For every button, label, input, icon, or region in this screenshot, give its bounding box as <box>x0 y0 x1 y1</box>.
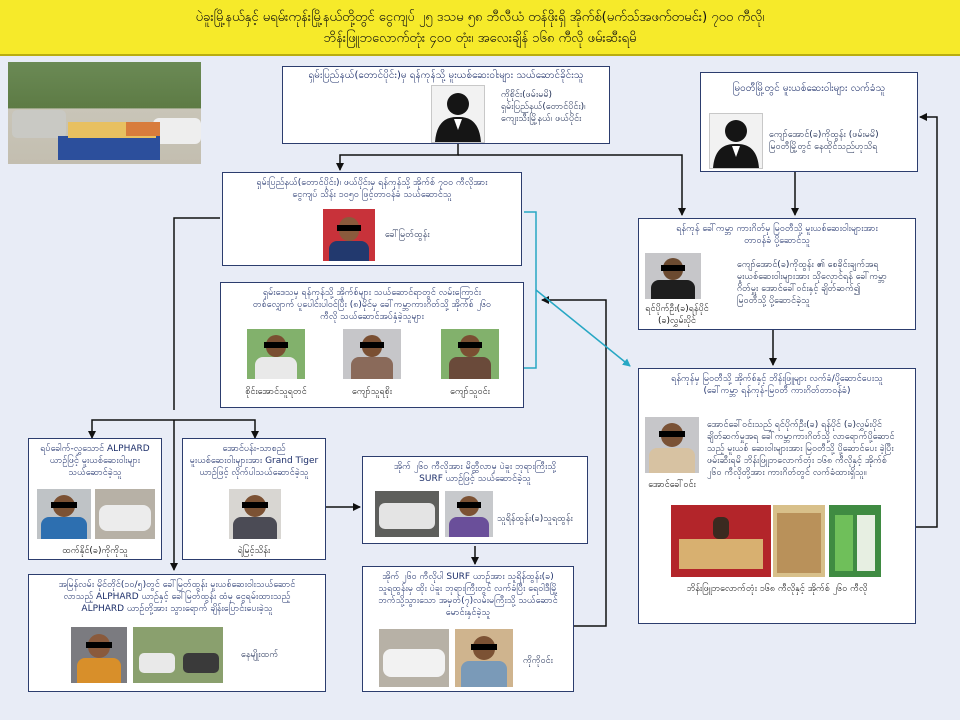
transporter-box <box>638 218 916 330</box>
relay-name-1: စိုင်းအောင်သူရတင် <box>245 387 307 397</box>
receiver-box <box>700 72 918 172</box>
relay-couriers-box <box>220 282 524 408</box>
transporter-desc-4: မြဝတီသို့ ပို့ဆောင်ခဲ့သူ <box>737 296 810 306</box>
receiver-silhouette <box>709 113 763 169</box>
transporter-title-1: ရန်ကုန် ခေါ်ကမ္ဘာ ကားဂိတ်မှ မြဝတီသို့ မူးယစ်ဆေးဝါးများအား <box>676 224 878 234</box>
surf2-car-photo <box>379 629 449 687</box>
car-swap-title-1: အမြန်လမ်း မိုင်တိုင်(၁၀/၅)တွင် ခေါ်မြတ်ထွန်း မူးယစ်ဆေးဝါးသယ်ဆောင် <box>58 580 296 590</box>
car-swap-box <box>28 574 326 692</box>
person-silhouette-icon <box>710 114 762 168</box>
surf2-driver-photo <box>455 629 513 687</box>
transporter-desc-2: မူးယစ်ဆေးဝါးများအား သိုလှောင်ရန် ခေါ်ကမ္ဘာ <box>737 272 888 282</box>
transporter-desc-1: ကျော်အောင်(ခ)ကိုထွန်း ၏ စေခိုင်းချက်အရ <box>737 260 879 270</box>
relay-photo-3 <box>441 329 499 379</box>
banner-line-2: ဘိန်းဖြူဘလောက်တုံး ၄၀၀ တုံး၊ အလေးချိန် ၁၆၈ ကီလို ဖမ်းဆီးရမိ <box>323 31 637 46</box>
seized-drugs-photo-3 <box>829 505 881 577</box>
banner-line-1: ပဲခူးမြို့နယ်နှင့် မရမ်းကုန်းမြို့နယ်တို့တွင် ငွေကျပ် ၂၅ ဒသမ ၅၈ ဘီလီယံ တန်ဖိုးရှိ အိုက်စ်(မက်သ်အဖက်တမင်း) ၇၀၀ ကီလို၊ <box>195 10 765 25</box>
terminal-chief-photo <box>645 417 699 473</box>
tiger-driver-name: ရဲမြင့်သိန်း <box>237 546 271 556</box>
kingpin-silhouette <box>431 85 485 143</box>
relay-name-2: ကျော်သူရစိုး <box>351 387 393 397</box>
tiger-title-1: အောင်ပန်း-သာစည် <box>222 444 286 454</box>
haul-caption: ဘိန်းဖြူဘလောက်တုံး ၁၆၈ ကီလိုနှင့် အိုက်စ် ၂၆၀ ကီလို <box>686 584 868 594</box>
surf2-title-1: အိုက် ၂၆၀ ကီလိုပါ SURF ယာဉ်အား သူရိန်ထွန်း(ခ) <box>382 572 554 582</box>
transporter-photo <box>645 253 701 299</box>
arrow-terminal-to-receiver <box>916 117 937 527</box>
main-courier-title-2: ငွေကျပ် သိန်း ၁၀၅၀ ဖြင့်တာဝန်ခံ သယ်ဆောင်သူ <box>292 190 452 200</box>
relay-name-3: ကျော်သူဝင်း <box>450 387 490 397</box>
alphard-title-2: ယာဉ်ဖြင့် မူးယစ်ဆေးဝါးများ <box>49 456 141 466</box>
arrow-branch-left <box>92 420 174 438</box>
surf1-title-2: SURF ယာဉ်ဖြင့် သယ်ဆောင်ခဲ့သူ <box>419 474 531 484</box>
kingpin-box <box>282 66 610 144</box>
car-swap-person-photo <box>71 627 127 683</box>
terminal-desc-2: ချိတ်ဆက်မှုအရ ခေါ်ကမ္ဘာကားဂိတ်သို့ လာရောက်ပို့ဆောင် <box>707 432 895 442</box>
terminal-desc-1: အောင်ခေါ်ဝင်းသည် ရင်ပိုက်ဦး(ခ) ရန်ပိုင် (ခ)လွှမ်းပိုင် <box>707 420 882 430</box>
tiger-driver-photo <box>229 489 281 539</box>
surf1-title-1: အိုက် ၂၆၀ ကီလိုအား မိတ္ထီလာမှ ပဲခူး ဘုရားကြီးသို့ <box>393 462 557 472</box>
teal-bracket <box>524 212 536 368</box>
car-swap-scene-photo <box>133 627 223 683</box>
terminal-title-2: (ခေါ်ကမ္ဘာ ရန်ကုန်-မြဝတီ ကားဂိတ်တာဝန်ခံ) <box>703 386 851 396</box>
kingpin-title: ရှမ်းပြည်နယ်(တောင်ပိုင်း)မှ ရန်ကုန်သို့ မူးယစ်ဆေးဝါးများ သယ်ဆောင်ခိုင်းသူ <box>308 70 584 81</box>
arrow-branch-mid <box>174 420 255 438</box>
surf-car-photo <box>375 491 439 537</box>
relay-photo-2 <box>343 329 401 379</box>
receiver-location: မြဝတီမြို့တွင် နေထိုင်သည်ဟုသိရ <box>769 142 878 152</box>
transporter-title-2: တာဝန်ခံ ပို့ဆောင်သူ <box>744 236 810 246</box>
arrow-top-to-mid <box>340 140 458 170</box>
terminal-title-1: ရန်ကုန်မှ မြဝတီသို့ အိုက်စ်နှင့် ဘိန်းဖြူများ လက်ခံ/ပို့ဆောင်ပေးသူ <box>671 374 883 384</box>
receiver-name: ကျော်အောင်(ခ)ကိုထွန်း (ဖမ်းမမိ) <box>769 130 879 140</box>
surf-driver-photo <box>445 491 493 537</box>
alphard-car-photo <box>95 489 155 539</box>
terminal-chief-name: အောင်ခေါ်ဝင်း <box>648 480 696 490</box>
surf2-title-4: မောင်းနှင်ခဲ့သူ <box>445 608 491 618</box>
relay-photo-1 <box>247 329 305 379</box>
surf2-driver-name: ကိုကိုဝင်း <box>523 656 553 666</box>
main-courier-name: ခေါ်မြတ်ထွန်း <box>385 230 430 240</box>
teal-arrow-to-terminal <box>536 290 630 366</box>
terminal-desc-5: ၂၆၀ ကီလိုတို့အား ကားဂိတ်တွင် လက်ခံထားရှိသူ။ <box>707 468 867 478</box>
terminal-chief-box <box>638 368 916 624</box>
terminal-desc-3: သည့် မူးယစ် ဆေးဝါးများအား မြဝတီသို့ ပို့ဆောင်ပေး ခဲ့ပြီး <box>707 444 894 454</box>
transporter-name-2: (ခ)လွှမ်းပိုင် <box>657 316 697 326</box>
surf2-title-3: ဘက်သို့သွားသော အမှတ်(၇)လမ်းမကြီးသို့ သယ်ဆောင် <box>378 596 558 606</box>
car-swap-person-name: နေမျိုးထက် <box>241 650 279 660</box>
alphard-title-3: သယ်ဆောင်ခဲ့သူ <box>68 468 122 478</box>
tiger-title-3: ယာဉ်ဖြင့် လိုက်ပါသယ်ဆောင်ခဲ့သူ <box>199 468 309 478</box>
kingpin-township: ကျေးသီးမြို့နယ်၊ ဖယ်ပိုင်း <box>501 114 582 124</box>
surf-driver-name: သူရိန်ထွန်း(ခ)သူရထွန်း <box>497 514 573 524</box>
relay-title-3: ကီလို သယ်ဆောင်အပ်နှံခဲ့သူများ <box>320 312 424 322</box>
grand-tiger-box <box>182 438 326 560</box>
alphard-driver-box <box>28 438 162 560</box>
transporter-desc-3: ဂိတ်မှူး အောင်ခေါ်ဝင်းနှင့် ချိတ်ဆက်၍ <box>737 284 861 294</box>
terminal-desc-4: ဖမ်းဆီးရမိ ဘိန်းဖြူဘလောက်တုံး ၁၆၈ ကီလိုနှင့် အိုက်စ် <box>707 456 887 466</box>
seized-drugs-photo-1 <box>671 505 771 577</box>
relay-title-2: တစ်လျှောက် ပူပေါင်းပါဝင်ပြီး (၈)မိုင်မှ ခေါ်ကမ္ဘာကားဂိတ်သို့ အိုက်စ် ၂၆၀ <box>252 300 492 310</box>
kingpin-name: ကိုစိုင်း(ဖမ်းမမိ) <box>501 90 553 100</box>
car-swap-title-3: ALPHARD ယာဉ်တို့အား သွားရောက် ချိန်းပြောင်းပေးခဲ့သူ <box>81 604 273 614</box>
kingpin-region: ရှမ်းပြည်နယ်(တောင်ပိုင်း)၊ <box>501 102 586 112</box>
seized-drugs-photo-2 <box>773 505 825 577</box>
main-courier-photo <box>323 209 375 261</box>
arrow-branch-split <box>174 218 220 410</box>
surf2-title-2: သူရထွန်းမှ ထိုး ပဲခူး ဘုရားကြီးတွင် လက်ခံပြီး ရေဝါဒီမြို့ <box>378 584 558 594</box>
surf-driver-box <box>362 456 588 544</box>
main-courier-title-1: ရှမ်းပြည်နယ်(တောင်ပိုင်း)၊ ဖယ်ပိုင်းမှ ရန်ကုန်သို့ အိုက်စ် ၇၀၀ ကီလိုအား <box>256 178 488 188</box>
alphard-driver-name: ထက်နိုင်(ခ)ကိုကိုသူ <box>62 546 128 556</box>
car-swap-title-2: လာသည့် ALPHARD ယာဉ်နှင့် ခေါ်မြတ်ထွန်း ထံမှ ငွေရမ်းထားသည့် <box>63 592 291 602</box>
alphard-driver-photo <box>37 489 91 539</box>
surf-relay-driver-box <box>362 566 574 692</box>
transporter-name-1: ရင်ပိုက်ဦး(ခ)ရန်ပိုင် <box>645 304 709 314</box>
tiger-title-2: မူးယစ်ဆေးဝါးများအား Grand Tiger <box>189 456 319 466</box>
relay-title-1: ရှမ်းဒေသမှ ရန်ကုန်သို့ အိုက်စ်များ သယ်ဆောင်ရာတွင် လမ်းကြောင်း <box>263 288 481 298</box>
receiver-title: မြဝတီမြို့တွင် မူးယစ်ဆေးဝါးများ လက်ခံသူ <box>732 83 886 94</box>
alphard-title-1: ရပ်ခေါက်-လွှသောင် ALPHARD <box>40 444 150 454</box>
person-silhouette-icon <box>432 86 484 142</box>
main-courier-box <box>222 172 522 266</box>
